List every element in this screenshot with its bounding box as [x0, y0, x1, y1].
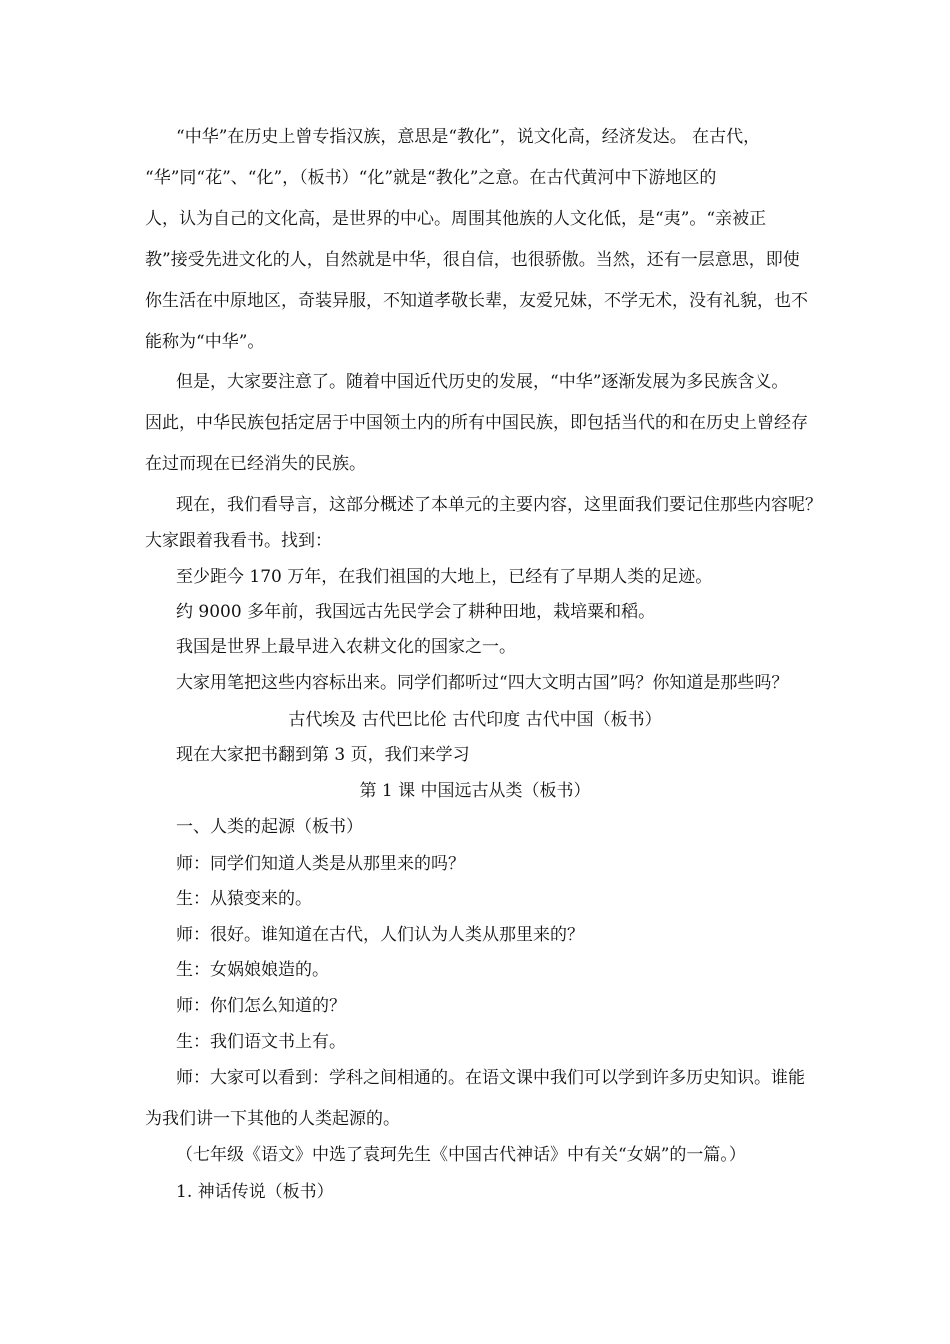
lesson-title: 第 1 课 中国远古从类（板书）: [359, 781, 591, 801]
paragraph-line: 你生活在中原地区，奇装异服，不知道孝敬长辈，友爱兄妹，不学无术，没有礼貌，也不: [145, 291, 808, 311]
dialogue-line: 师：你们怎么知道的？: [176, 996, 346, 1016]
paragraph-line: 但是，大家要注意了。随着中国近代历史的发展，“中华”逐渐发展为多民族含义。: [176, 372, 789, 392]
paragraph-line: 因此，中华民族包括定居于中国领土内的所有中国民族，即包括当代的和在历史上曾经存: [145, 413, 808, 433]
section-heading: 一、人类的起源（板书）: [176, 817, 363, 837]
dialogue-line: 生：从猿变来的。: [176, 889, 312, 909]
board-note-civilizations: 古代埃及 古代巴比伦 古代印度 古代中国（板书）: [288, 710, 662, 730]
paragraph-line: 大家跟着我看书。找到：: [145, 531, 332, 551]
paragraph-line: 约 9000 多年前，我国远古先民学会了耕种田地，栽培粟和稻。: [176, 602, 656, 622]
paragraph-line: 在过而现在已经消失的民族。: [145, 454, 366, 474]
paragraph-line: 现在，我们看导言，这部分概述了本单元的主要内容，这里面我们要记住那些内容呢？: [176, 495, 822, 515]
paragraph-line: 至少距今 170 万年，在我们祖国的大地上，已经有了早期人类的足迹。: [176, 567, 713, 587]
paragraph-line: 现在大家把书翻到第 3 页，我们来学习: [176, 745, 470, 765]
dialogue-line: 师：大家可以看到：学科之间相通的。在语文课中我们可以学到许多历史知识。谁能: [176, 1068, 805, 1088]
paragraph-line: 教”接受先进文化的人，自然就是中华，很自信，也很骄傲。当然，还有一层意思，即使: [145, 250, 800, 270]
subsection-heading: 1. 神话传说（板书）: [176, 1182, 334, 1202]
paragraph-line: “中华”在历史上曾专指汉族，意思是“教化”，说文化高，经济发达。 在古代，: [176, 127, 761, 147]
paragraph-line: 能称为“中华”。: [145, 332, 265, 352]
dialogue-line: 师：很好。谁知道在古代，人们认为人类从那里来的？: [176, 925, 584, 945]
paragraph-line: “华”同“花”、“化”，（板书）“化”就是“教化”之意。在古代黄河中下游地区的: [145, 168, 717, 188]
dialogue-line: 生：我们语文书上有。: [176, 1032, 346, 1052]
paragraph-line: 大家用笔把这些内容标出来。同学们都听过“四大文明古国”吗？你知道是那些吗？: [176, 673, 789, 693]
paragraph-line: 人，认为自己的文化高，是世界的中心。周围其他族的人文化低，是“夷”。“亲被正: [145, 209, 767, 229]
paragraph-line: 我国是世界上最早进入农耕文化的国家之一。: [176, 637, 516, 657]
dialogue-line: 为我们讲一下其他的人类起源的。: [145, 1109, 400, 1129]
note-line: （七年级《语文》中选了袁珂先生《中国古代神话》中有关“女娲”的一篇。）: [176, 1145, 746, 1165]
dialogue-line: 师：同学们知道人类是从那里来的吗？: [176, 854, 465, 874]
dialogue-line: 生：女娲娘娘造的。: [176, 960, 329, 980]
